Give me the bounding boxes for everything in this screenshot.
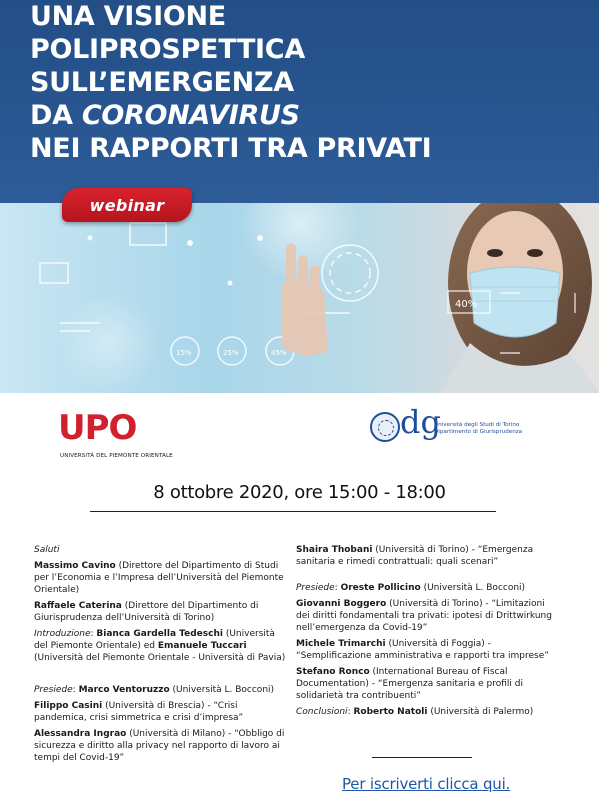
dg-wordmark: dg: [400, 403, 441, 441]
speaker-affiliation: (Direttore del Dipartimento di Studi per l’Economia e l’Impresa dell’Università del Piemonte Orientale): [34, 561, 284, 595]
program-entry: [296, 706, 560, 718]
speaker-affiliation: (Direttore del Dipartimento di Giurisprudenza dell’Università di Torino): [34, 601, 259, 623]
speaker-name: Massimo Cavino: [34, 561, 116, 571]
program-right-column: [296, 544, 560, 722]
program-section-label: [34, 544, 288, 556]
hero-illustration: [0, 203, 599, 393]
title-line-1: UNA VISIONE: [30, 1, 226, 32]
role-separator: :: [90, 629, 97, 639]
program-entry: [34, 684, 288, 696]
dg-caption-line-2: Dipartimento di Giurisprudenza: [434, 429, 523, 435]
speaker-name: Marco Ventoruzzo: [78, 685, 170, 695]
speaker-name: Oreste Pollicino: [340, 583, 421, 593]
spacer: [296, 572, 560, 582]
program-entry: [296, 666, 560, 702]
header-banner: [0, 0, 599, 203]
role-label: Presiede: [34, 685, 73, 695]
talk-description: (Università di Torino) - “Limitazioni dei diritti fondamentali tra privati: ipotesi di Drittwirkung nell’emergenza da Covid-19”: [296, 599, 552, 633]
speaker-name: Filippo Casini: [34, 701, 103, 711]
title-line-4-italic: CORONAVIRUS: [81, 100, 300, 131]
register-link[interactable]: Per iscriverti clicca qui.: [342, 775, 511, 793]
dg-caption-line-1: Università degli Studi di Torino: [434, 422, 520, 428]
talk-description: (Università di Torino) - “Emergenza sanitaria e rimedi contrattuali: quali scenari”: [296, 545, 534, 567]
program-left-column: [34, 544, 288, 768]
program-entry: [34, 560, 288, 596]
speaker-name: Emanuele Tuccari: [157, 641, 247, 651]
speaker-affiliation: (Università di Palermo): [427, 707, 534, 717]
role-label: Presiede: [296, 583, 335, 593]
speaker-name: Alessandra Ingrao: [34, 729, 127, 739]
speaker-name: Bianca Gardella Tedeschi: [96, 629, 223, 639]
cta-divider: [372, 757, 472, 758]
date-divider: [90, 511, 496, 512]
speaker-name: Roberto Natoli: [353, 707, 428, 717]
upo-subtitle: UNIVERSITÀ DEL PIEMONTE ORIENTALE: [60, 453, 173, 459]
title-line-2: POLIPROSPETTICA: [30, 34, 305, 65]
role-label: Introduzione: [34, 629, 91, 639]
role-label: Conclusioni: [296, 707, 348, 717]
talk-description: (Università di Milano) - “Obbligo di sicurezza e diritto alla privacy nel rapporto di lavoro ai tempi del Covid-19”: [34, 729, 285, 763]
title-line-4-prefix: DA: [30, 100, 82, 131]
program-entry: [34, 700, 288, 724]
event-date: 8 ottobre 2020, ore 15:00 - 18:00: [153, 482, 446, 503]
title-line-5: NEI RAPPORTI TRA PRIVATI: [30, 133, 432, 164]
title-line-3: SULL’EMERGENZA: [30, 67, 294, 98]
program-entry: [296, 582, 560, 594]
talk-description: (Università di Foggia) - “Semplificazione amministrativa e rapporti tra imprese”: [296, 639, 549, 661]
talk-description: (Università di Brescia) - “Crisi pandemica, crisi simmetrica e crisi d’impresa”: [34, 701, 244, 723]
speaker-affiliation: (Università del Piemonte Orientale - Università di Pavia): [34, 653, 286, 663]
hud-percent-3: 45%: [271, 349, 287, 357]
speaker-affiliation: (Università L. Bocconi): [169, 685, 275, 695]
talk-description: (International Bureau of Fiscal Documentation) - “Emergenza sanitaria e profili di solidarietà tra contribuenti”: [296, 667, 524, 701]
hud-percent-main: 40%: [455, 299, 478, 310]
program-entry: [34, 628, 288, 664]
program-entry: [296, 638, 560, 662]
webinar-badge: webinar: [62, 188, 192, 222]
hero-image: [0, 203, 599, 393]
upo-logo: [58, 408, 188, 464]
hud-percent-1: 15%: [176, 349, 192, 357]
event-title: [30, 0, 590, 165]
role-separator: :: [347, 707, 354, 717]
speaker-affiliation: (Università del Piemonte Orientale) ed: [34, 629, 275, 651]
title-line-4: [30, 99, 590, 132]
university-seal-icon: [370, 412, 400, 442]
saluti-label: Saluti: [34, 545, 60, 555]
hud-percent-2: 25%: [223, 349, 239, 357]
speaker-affiliation: (Università L. Bocconi): [420, 583, 526, 593]
role-separator: :: [334, 583, 341, 593]
program-entry: [296, 598, 560, 634]
speaker-name: Stefano Ronco: [296, 667, 370, 677]
speaker-name: Shaira Thobani: [296, 545, 373, 555]
spacer: [34, 668, 288, 684]
program-entry: [34, 728, 288, 764]
program-entry: [296, 544, 560, 568]
program-entry: [34, 600, 288, 624]
upo-wordmark: UPO: [58, 408, 137, 448]
speaker-name: Michele Trimarchi: [296, 639, 386, 649]
unito-dg-logo: [370, 403, 530, 455]
dg-caption: [434, 422, 534, 436]
speaker-name: Giovanni Boggero: [296, 599, 387, 609]
role-separator: :: [72, 685, 79, 695]
speaker-name: Raffaele Caterina: [34, 601, 122, 611]
